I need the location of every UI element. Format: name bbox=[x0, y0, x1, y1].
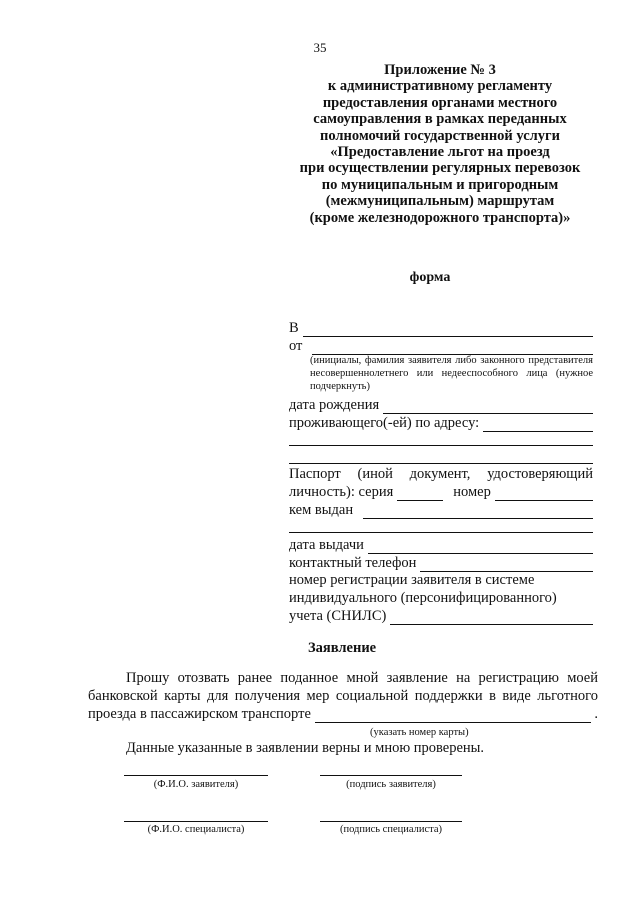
issued-by-label: кем выдан bbox=[289, 502, 354, 518]
from-field[interactable] bbox=[289, 338, 593, 355]
from-blank[interactable] bbox=[312, 341, 593, 355]
form-label: форма bbox=[409, 270, 451, 285]
phone-field[interactable] bbox=[289, 555, 593, 572]
card-number-field[interactable] bbox=[88, 706, 598, 723]
to-blank[interactable] bbox=[303, 323, 593, 337]
issue-date-field[interactable] bbox=[289, 537, 593, 554]
passport-number-blank[interactable] bbox=[495, 487, 593, 501]
passport-series-blank[interactable] bbox=[397, 487, 443, 501]
heading-line: по муниципальным и пригородным bbox=[321, 176, 559, 193]
passport-series-label: личность): серия bbox=[289, 484, 394, 500]
birth-date-label: дата рождения bbox=[289, 397, 380, 413]
heading-line: к административному регламенту bbox=[327, 78, 553, 95]
applicant-name-line[interactable] bbox=[124, 775, 268, 776]
phone-label: контактный телефон bbox=[289, 555, 417, 571]
heading-line: полномочий государственной услуги bbox=[320, 127, 560, 144]
applicant-sign-line[interactable] bbox=[320, 775, 462, 776]
issued-by-extra-line[interactable] bbox=[289, 532, 593, 533]
address-label: проживающего(-ей) по адресу: bbox=[289, 415, 480, 431]
statement-line: проезда в пассажирском транспорте bbox=[88, 706, 311, 722]
passport-number-label: номер bbox=[453, 484, 491, 500]
statement-line: Прошу отозвать ранее поданное мной заявление на регистрацию моей bbox=[126, 670, 598, 686]
heading-line: самоуправления в рамках переданных bbox=[313, 111, 567, 128]
heading-line: (межмуниципальным) маршрутам bbox=[325, 193, 555, 210]
heading-line: (кроме железнодорожного транспорта)» bbox=[309, 209, 571, 226]
appendix-heading bbox=[285, 62, 595, 226]
address-extra-line[interactable] bbox=[289, 445, 593, 446]
page-number: 35 bbox=[313, 40, 327, 55]
issued-by-blank[interactable] bbox=[363, 505, 593, 519]
heading-line: «Предоставление льгот на проезд bbox=[330, 144, 550, 161]
specialist-sign-caption: (подпись специалиста) bbox=[339, 824, 443, 835]
address-field[interactable] bbox=[289, 415, 593, 432]
birth-date-field[interactable] bbox=[289, 397, 593, 414]
snils-line: номер регистрации заявителя в системе bbox=[289, 572, 535, 588]
heading-line: предоставления органами местного bbox=[322, 94, 558, 111]
passport-series-field[interactable] bbox=[289, 484, 593, 501]
card-number-blank[interactable] bbox=[315, 709, 591, 723]
applicant-name-caption: (Ф.И.О. заявителя) bbox=[153, 779, 239, 790]
from-label: от bbox=[289, 338, 303, 354]
specialist-name-caption: (Ф.И.О. специалиста) bbox=[147, 824, 245, 835]
phone-blank[interactable] bbox=[420, 558, 593, 572]
specialist-sign-line[interactable] bbox=[320, 821, 462, 822]
issued-by-field[interactable] bbox=[289, 502, 593, 519]
address-blank[interactable] bbox=[483, 418, 593, 432]
applicant-sign-caption: (подпись заявителя) bbox=[346, 779, 436, 790]
issue-date-label: дата выдачи bbox=[289, 537, 364, 553]
snils-blank[interactable] bbox=[390, 611, 593, 625]
applicant-note: (инициалы, фамилия заявителя либо законного представителя несовершеннолетнего или недееспособного лица (нужное подчеркнуть) bbox=[310, 355, 593, 392]
to-label: В bbox=[289, 320, 299, 336]
snils-label: учета (СНИЛС) bbox=[289, 608, 387, 624]
statement-line: банковской карты для получения мер социальной поддержки в виде льготного bbox=[88, 688, 598, 704]
heading-line: при осуществлении регулярных перевозок bbox=[299, 160, 581, 177]
card-number-hint: (указать номер карты) bbox=[370, 727, 469, 738]
snils-line: индивидуального (персонифицированного) bbox=[289, 590, 557, 606]
snils-field[interactable] bbox=[289, 608, 593, 625]
to-field[interactable] bbox=[289, 320, 593, 337]
confirmation-text: Данные указанные в заявлении верны и мною проверены. bbox=[126, 740, 485, 756]
passport-line: Паспорт (иной документ, удостоверяющий bbox=[289, 466, 593, 482]
issue-date-blank[interactable] bbox=[368, 540, 593, 554]
statement-period: . bbox=[594, 706, 598, 722]
birth-date-blank[interactable] bbox=[383, 400, 593, 414]
heading-line: Приложение № 3 bbox=[384, 62, 496, 78]
statement-title: Заявление bbox=[308, 640, 377, 656]
specialist-name-line[interactable] bbox=[124, 821, 268, 822]
address-extra-line[interactable] bbox=[289, 463, 593, 464]
